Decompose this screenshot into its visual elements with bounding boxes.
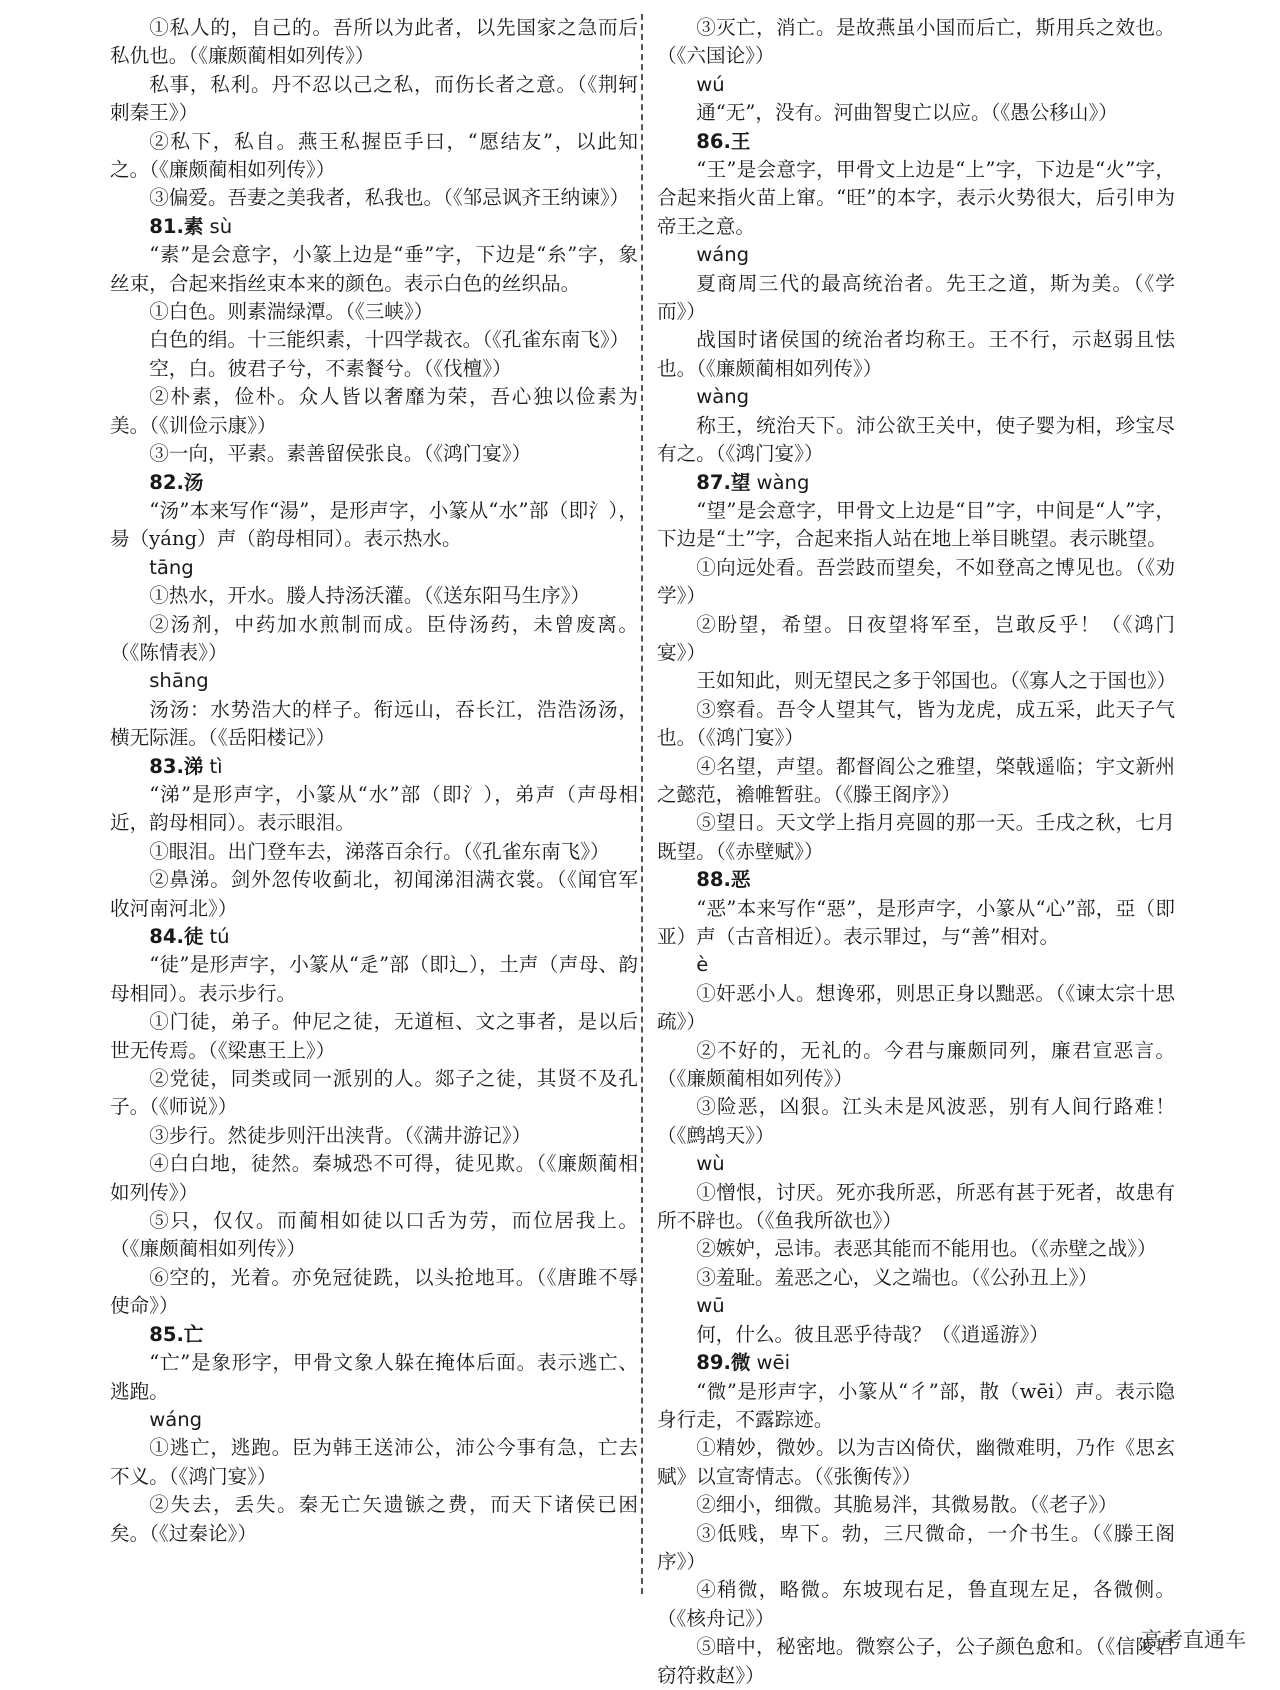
- definition-paragraph: 称王，统治天下。沛公欲王关中，使子婴为相，珍宝尽有之。（《鸿门宴》）: [657, 413, 1175, 466]
- reading-pinyin: è: [696, 953, 709, 977]
- definition-paragraph: 夏商周三代的最高统治者。先王之道，斯为美。（《学而》）: [657, 271, 1175, 324]
- entry-pinyin: tú: [209, 925, 230, 948]
- reading-pinyin: tāng: [149, 555, 194, 579]
- reading-pinyin: wū: [696, 1294, 725, 1318]
- definition-paragraph: ①私人的，自己的。吾所以为此者，以先国家之急而后私仇也。（《廉颇蔺相如列传》）: [110, 16, 638, 68]
- definition-paragraph: 汤汤：水势浩大的样子。衔远山，吞长江，浩浩汤汤，横无际涯。（《岳阳楼记》）: [110, 697, 638, 750]
- entry-heading: [110, 753, 638, 781]
- definition-paragraph: ③羞耻。羞恶之心，义之端也。（《公孙丑上》）: [696, 1265, 1098, 1289]
- definition-paragraph: ①奸恶小人。想谗邪，则思正身以黜恶。（《谏太宗十思疏》）: [657, 981, 1175, 1034]
- definition-paragraph: ①门徒，弟子。仲尼之徒，无道桓、文之事者，是以后世无传焉。（《梁惠王上》）: [110, 1010, 638, 1062]
- definition-paragraph: 何，什么。彼且恶乎待哉？（《逍遥游》）: [696, 1322, 1049, 1346]
- reading-pinyin: wù: [696, 1152, 725, 1176]
- entry-character: 86.王: [696, 129, 751, 153]
- definition-paragraph: 通“无”，没有。河曲智叟亡以应。（《愚公移山》）: [696, 101, 1118, 125]
- definition-paragraph: “涕”是形声字，小篆从“水”部（即氵），弟声（声母相近，韵母相同）。表示眼泪。: [110, 782, 638, 835]
- definition-paragraph: ⑤暗中，秘密地。微察公子，公子颜色愈和。（《信陵君窃符救赵》）: [657, 1635, 1175, 1687]
- definition-paragraph: ②朴素，俭朴。众人皆以奢靡为荣，吾心独以俭素为美。（《训俭示康》）: [110, 385, 638, 437]
- definition-paragraph: ④稍微，略微。东坡现右足，鲁直现左足，各微侧。（《核舟记》）: [657, 1578, 1175, 1630]
- entry-character: 81.素: [149, 214, 204, 238]
- definition-paragraph: ③察看。吾令人望其气，皆为龙虎，成五采，此天子气也。（《鸿门宴》）: [657, 697, 1175, 750]
- entry-character: 88.恶: [696, 868, 751, 892]
- entry-character: 89.微: [696, 1351, 751, 1375]
- entry-character: 87.望: [696, 470, 751, 494]
- entry-heading: [110, 1321, 638, 1349]
- definition-paragraph: ③灭亡，消亡。是故燕虽小国而后亡，斯用兵之效也。（《六国论》）: [657, 16, 1175, 68]
- definition-paragraph: ②细小，细微。其脆易泮，其微易散。（《老子》）: [696, 1493, 1118, 1517]
- entry-character: 82.汤: [149, 470, 204, 494]
- definition-paragraph: ②鼻涕。剑外忽传收蓟北，初闻涕泪满衣裳。（《闻官军收河南河北》）: [110, 868, 638, 920]
- entry-character: 83.涕: [149, 754, 204, 778]
- definition-paragraph: ②不好的，无礼的。今君与廉颇同列，廉君宣恶言。（《廉颇蔺相如列传》）: [657, 1038, 1175, 1091]
- entry-heading: [110, 469, 638, 497]
- definition-paragraph: ①眼泪。出门登车去，涕落百余行。（《孔雀东南飞》）: [149, 839, 610, 863]
- definition-paragraph: 私事，私利。丹不忍以己之私，而伤长者之意。（《荆轲刺秦王》）: [110, 72, 638, 125]
- definition-paragraph: ③偏爱。吾妻之美我者，私我也。（《邹忌讽齐王纳谏》）: [149, 186, 630, 210]
- entry-heading: [110, 213, 638, 241]
- entry-heading: [657, 1349, 1175, 1377]
- definition-paragraph: “王”是会意字，甲骨文上边是“上”字，下边是“火”字，合起来指火苗上窜。“旺”的本字，表示火势很大，后引申为帝王之意。: [657, 158, 1175, 238]
- definition-paragraph: “徒”是形声字，小篆从“辵”部（即辶），土声（声母、韵母相同）。表示步行。: [110, 953, 638, 1005]
- definition-paragraph: ①向远处看。吾尝跂而望矣，不如登高之博见也。（《劝学》）: [657, 555, 1175, 608]
- entry-heading: [657, 469, 1175, 497]
- definition-paragraph: ②党徒，同类或同一派别的人。郯子之徒，其贤不及孔子。（《师说》）: [110, 1067, 638, 1119]
- definition-paragraph: “亡”是象形字，甲骨文象人躲在掩体后面。表示逃亡、逃跑。: [110, 1351, 638, 1403]
- definition-paragraph: ①白色。则素湍绿潭。（《三峡》）: [149, 300, 434, 324]
- definition-paragraph: ⑤望日。天文学上指月亮圆的那一天。壬戌之秋，七月既望。（《赤壁赋》）: [657, 811, 1175, 863]
- definition-paragraph: “素”是会意字，小篆上边是“垂”字，下边是“糸”字，象丝束，合起来指丝束本来的颜色。表示白色的丝织品。: [110, 243, 638, 295]
- reading-pinyin: wàng: [696, 385, 750, 409]
- reading-pinyin: wáng: [696, 243, 750, 267]
- entry-character: 85.亡: [149, 1322, 204, 1346]
- definition-paragraph: “望”是会意字，甲骨文上边是“目”字，中间是“人”字，下边是“土”字，合起来指人站在地上举目眺望。表示眺望。: [657, 498, 1175, 551]
- reading-pinyin: wáng: [149, 1407, 203, 1431]
- entry-heading: [110, 923, 638, 951]
- watermark: 高考直通车: [1141, 1628, 1246, 1652]
- definition-paragraph: ④白白地，徒然。秦城恐不可得，徒见欺。（《廉颇蔺相如列传》）: [110, 1152, 638, 1204]
- entry-pinyin: wēi: [756, 1351, 791, 1375]
- definition-paragraph: 空，白。彼君子兮，不素餐兮。（《伐檀》）: [149, 356, 512, 380]
- column-divider: [641, 14, 643, 1594]
- definition-paragraph: ③步行。然徒步则汗出浃背。（《满井游记》）: [149, 1123, 532, 1147]
- right-column: [657, 14, 1175, 1690]
- definition-paragraph: ①逃亡，逃跑。臣为韩王送沛公，沛公今事有急，亡去不义。（《鸿门宴》）: [110, 1436, 638, 1488]
- entry-pinyin: wàng: [756, 470, 810, 494]
- definition-paragraph: 王如知此，则无望民之多于邻国也。（《寡人之于国也》）: [696, 669, 1177, 693]
- definition-paragraph: ①热水，开水。媵人持汤沃灌。（《送东阳马生序》）: [149, 584, 591, 608]
- entry-pinyin: tì: [209, 754, 223, 778]
- definition-paragraph: ①憎恨，讨厌。死亦我所恶，所恶有甚于死者，故患有所不辟也。（《鱼我所欲也》）: [657, 1180, 1175, 1233]
- entry-heading: [657, 866, 1175, 894]
- definition-paragraph: “汤”本来写作“湯”，是形声字，小篆从“水”部（即氵），昜（yáng）声（韵母相同）。表示热水。: [110, 498, 638, 551]
- definition-paragraph: 战国时诸侯国的统治者均称王。王不行，示赵弱且怯也。（《廉颇蔺相如列传》）: [657, 328, 1175, 380]
- definition-paragraph: ⑤只，仅仅。而蔺相如徒以口舌为劳，而位居我上。（《廉颇蔺相如列传》）: [110, 1209, 638, 1261]
- definition-paragraph: ②失去，丢失。秦无亡矢遗镞之费，而天下诸侯已困矣。（《过秦论》）: [110, 1493, 638, 1545]
- definition-paragraph: ④名望，声望。都督阎公之雅望，棨戟遥临；宇文新州之懿范，襜帷暂驻。（《滕王阁序》）: [657, 754, 1175, 806]
- definition-paragraph: 白色的绢。十三能织素，十四学裁衣。（《孔雀东南飞》）: [149, 328, 630, 352]
- definition-paragraph: “恶”本来写作“惡”，是形声字，小篆从“心”部，亞（即亚）声（古音相近）。表示罪过，与“善”相对。: [657, 896, 1175, 948]
- entry-heading: [657, 128, 1175, 156]
- entry-character: 84.徒: [149, 925, 204, 948]
- definition-paragraph: ②汤剂，中药加水煎制而成。臣侍汤药，未曾废离。（《陈情表》）: [110, 612, 638, 664]
- definition-paragraph: ②私下，私自。燕王私握臣手曰，“愿结友”，以此知之。（《廉颇蔺相如列传》）: [110, 129, 638, 182]
- left-column: [110, 14, 638, 1548]
- entry-pinyin: sù: [209, 214, 233, 238]
- definition-paragraph: ⑥空的，光着。亦免冠徒跣，以头抢地耳。（《唐雎不辱使命》）: [110, 1265, 638, 1318]
- definition-paragraph: “微”是形声字，小篆从“彳”部，散（wēi）声。表示隐身行走，不露踪迹。: [657, 1379, 1175, 1431]
- reading-pinyin: shāng: [149, 669, 209, 693]
- definition-paragraph: ③一向，平素。素善留侯张良。（《鸿门宴》）: [149, 442, 532, 466]
- reading-pinyin: wú: [696, 72, 725, 96]
- definition-paragraph: ③险恶，凶狠。江头未是风波恶，别有人间行路难！（《鹧鸪天》）: [657, 1095, 1175, 1147]
- definition-paragraph: ①精妙，微妙。以为吉凶倚伏，幽微难明，乃作《思玄赋》以宣寄情志。（《张衡传》）: [657, 1436, 1175, 1488]
- definition-paragraph: ③低贱，卑下。勃，三尺微命，一介书生。（《滕王阁序》）: [657, 1521, 1175, 1573]
- definition-paragraph: ②嫉妒，忌讳。表恶其能而不能用也。（《赤壁之战》）: [696, 1237, 1157, 1261]
- definition-paragraph: ②盼望，希望。日夜望将军至，岂敢反乎！（《鸿门宴》）: [657, 612, 1175, 664]
